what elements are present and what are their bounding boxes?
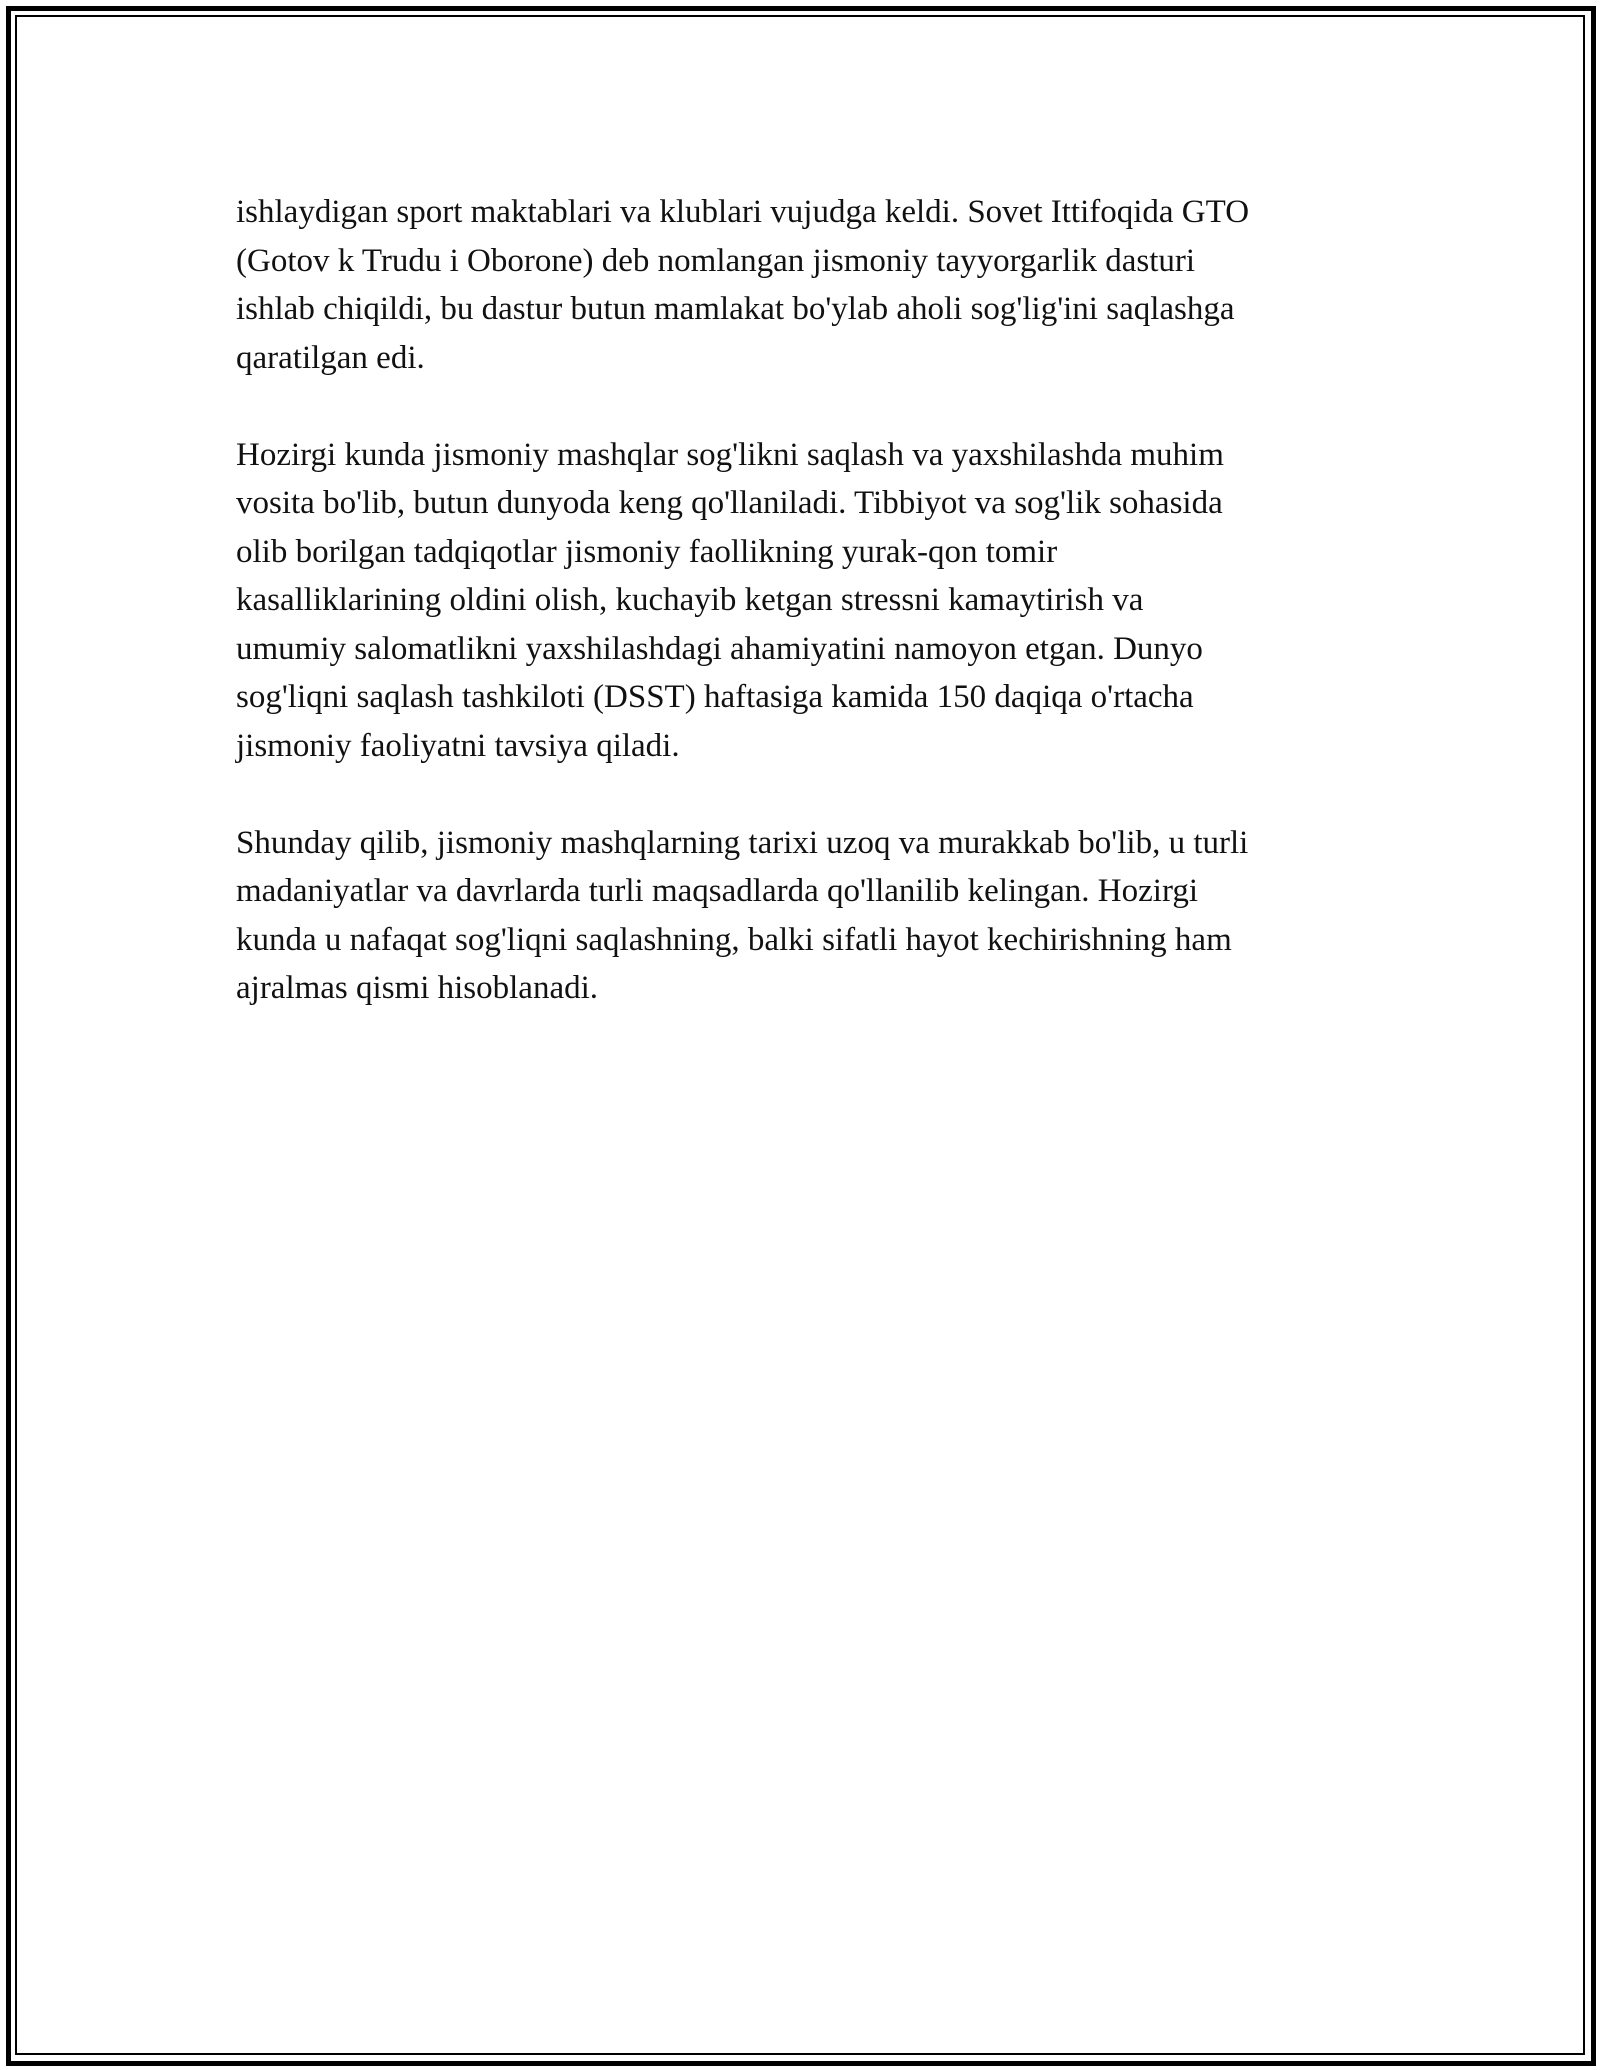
- document-body: [236, 188, 1386, 1061]
- paragraph-2: Hozirgi kunda jismoniy mashqlar sog'likni saqlash va yaxshilashda muhim vosita bo'lib, butun dunyoda keng qo'llaniladi. Tibbiyot va sog'lik sohasida olib borilgan tadqiqotlar jismoniy faollikning yurak-qon tomir kasalliklarining oldini olish, kuchayib ketgan stressni kamaytirish va umumiy salomatlikni yaxshilashdagi ahamiyatini namoyon etgan. Dunyo sog'liqni saqlash tashkiloti (DSST) haftasiga kamida 150 daqiqa o'rtacha jismoniy faoliyatni tavsiya qiladi.: [236, 436, 1224, 764]
- paragraph-3: Shunday qilib, jismoniy mashqlarning tarixi uzoq va murakkab bo'lib, u turli madaniyatlar va davrlarda turli maqsadlarda qo'llanilib kelingan. Hozirgi kunda u nafaqat sog'liqni saqlashning, balki sifatli hayot kechirishning ham ajralmas qismi hisoblanadi.: [236, 824, 1249, 1006]
- paragraph-1: ishlaydigan sport maktablari va klublari vujudga keldi. Sovet Ittifoqida GTO (Gotov k Trudu i Oborone) deb nomlangan jismoniy tayyorgarlik dasturi ishlab chiqildi, bu dastur butun mamlakat bo'ylab aholi sog'lig'ini saqlashga qaratilgan edi.: [236, 194, 1250, 376]
